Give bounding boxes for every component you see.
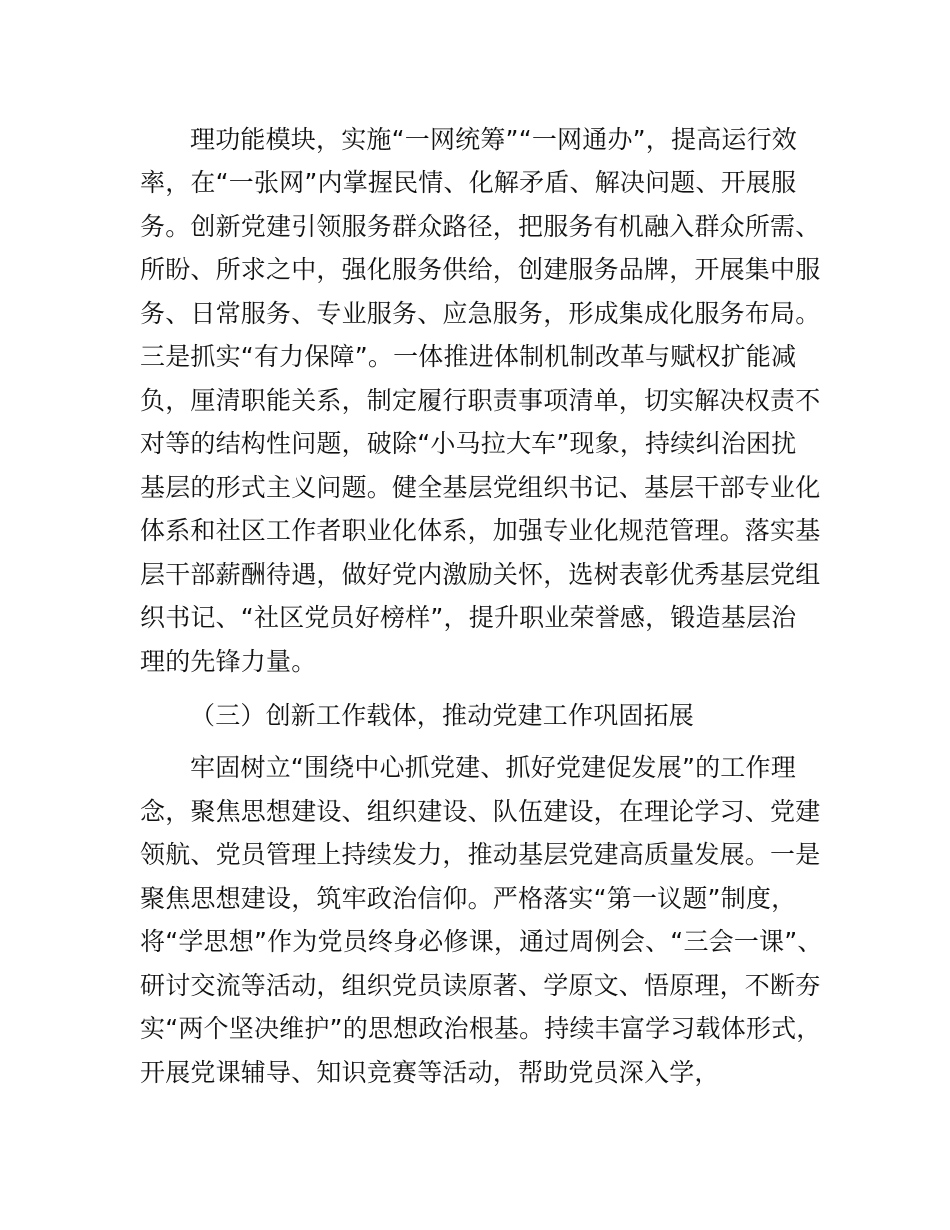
text-line-5: 务、日常服务、专业服务、应急服务，形成集成化服务布局。 [140, 299, 821, 328]
text-line-4: 所盼、所求之中，强化服务供给，创建服务品牌，开展集中服 [140, 255, 821, 284]
text-line-10: 体系和社区工作者职业化体系，加强专业化规范管理。落实基 [140, 516, 821, 545]
text-line-2: 率，在“一张网”内掌握民情、化解矛盾、解决问题、开展服 [140, 168, 797, 197]
text-line-13: 理的先锋力量。 [140, 647, 317, 676]
text-line-12: 织书记、“社区党员好榜样”，提升职业荣誉感，锻造基层治 [140, 603, 797, 632]
text-line-20: 研讨交流等活动，组织党员读原著、学原文、悟原理，不断夯 [140, 971, 821, 1000]
text-line-15: 牢固树立“围绕中心抓党建、抓好党建促发展”的工作理 [190, 753, 796, 782]
text-line-19: 将“学思想”作为党员终身必修课，通过周例会、“三会一课”、 [140, 927, 823, 956]
text-line-3: 务。创新党建引领服务群众路径，把服务有机融入群众所需、 [140, 212, 821, 241]
section-heading: （三）创新工作载体，推动党建工作巩固拓展 [190, 701, 695, 730]
text-line-17: 领航、党员管理上持续发力，推动基层党建高质量发展。一是 [140, 840, 821, 869]
text-line-1: 理功能模块，实施“一网统筹”“一网通办”，提高运行效 [190, 125, 798, 154]
text-line-22: 开展党课辅导、知识竞赛等活动，帮助党员深入学， [140, 1058, 720, 1087]
text-line-9: 基层的形式主义问题。健全基层党组织书记、基层干部专业化 [140, 473, 821, 502]
text-line-18: 聚焦思想建设，筑牢政治信仰。严格落实“第一议题”制度， [140, 884, 797, 913]
text-line-6: 三是抓实“有力保障”。一体推进体制机制改革与赋权扩能减 [140, 342, 797, 371]
text-line-16: 念，聚焦思想建设、组织建设、队伍建设，在理论学习、党建 [140, 797, 821, 826]
text-line-21: 实“两个坚决维护”的思想政治根基。持续丰富学习载体形式， [140, 1014, 822, 1043]
text-line-7: 负，厘清职能关系，制定履行职责事项清单，切实解决权责不 [140, 386, 821, 415]
text-line-8: 对等的结构性问题，破除“小马拉大车”现象，持续纠治困扰 [140, 429, 797, 458]
text-line-11: 层干部薪酬待遇，做好党内激励关怀，选树表彰优秀基层党组 [140, 560, 821, 589]
